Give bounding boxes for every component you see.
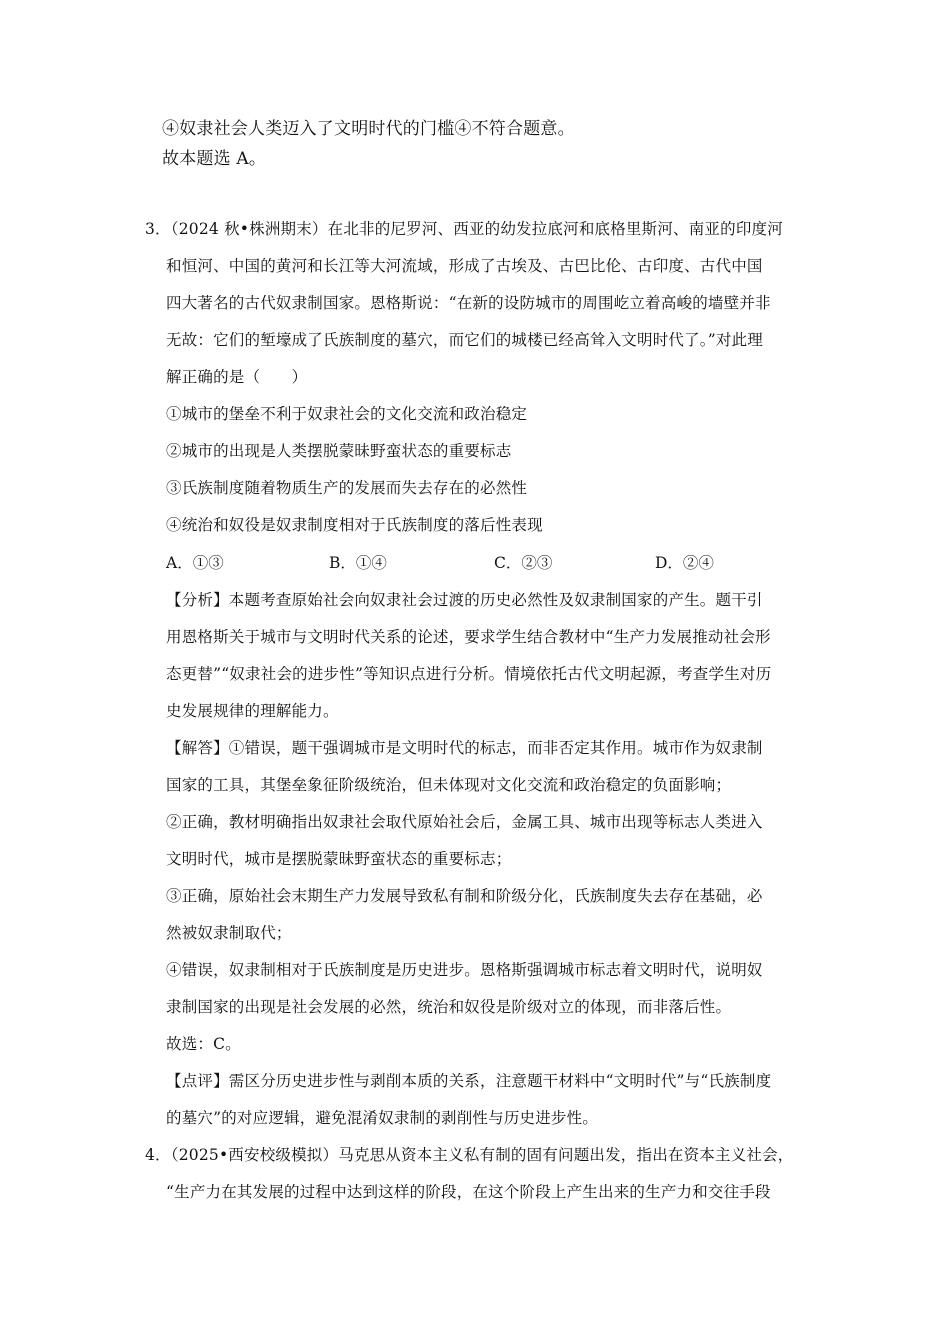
q3-answer-line: 然被奴隶制取代；: [166, 924, 292, 942]
q3-comment-line: 【点评】需区分历史进步性与剥削本质的关系，注意题干材料中“文明时代”与“氏族制度: [166, 1072, 772, 1090]
q3-stem-line: 和恒河、中国的黄河和长江等大河流域，形成了古埃及、古巴比伦、古印度、古代中国: [166, 257, 763, 275]
q3-answer-line: 国家的工具，其堡垒象征阶级统治，但未体现对文化交流和政治稳定的负面影响；: [166, 776, 732, 794]
q3-analysis-line: 态更替”“奴隶社会的进步性”等知识点进行分析。情境依托古代文明起源，考查学生对历: [166, 665, 772, 683]
q3-option-a: A．①③: [166, 554, 224, 572]
q3-analysis-line: 【分析】本题考查原始社会向奴隶社会过渡的历史必然性及奴隶制国家的产生。题干引: [166, 591, 763, 609]
q3-statement: ④统治和奴役是奴隶制度相对于氏族制度的落后性表现: [166, 516, 543, 534]
q3-answer-choice: 故选：C。: [166, 1035, 241, 1053]
q3-statement: ①城市的堡垒不利于奴隶社会的文化交流和政治稳定: [166, 405, 528, 423]
q3-comment-line: 的墓穴”的对应逻辑，避免混淆奴隶制的剥削性与历史进步性。: [166, 1109, 599, 1127]
q4-stem-line: “生产力在其发展的过程中达到这样的阶段，在这个阶段上产生出来的生产力和交往手段: [166, 1183, 771, 1201]
q3-answer-line: 【解答】①错误，题干强调城市是文明时代的标志，而非否定其作用。城市作为奴隶制: [166, 739, 763, 757]
q3-stem-line: 四大著名的古代奴隶制国家。恩格斯说：“在新的设防城市的周围屹立着高峻的墙壁并非: [166, 294, 771, 312]
q3-answer-line: 隶制国家的出现是社会发展的必然，统治和奴役是阶级对立的体现，而非落后性。: [166, 998, 732, 1016]
q3-analysis-line: 史发展规律的理解能力。: [166, 702, 339, 720]
q3-answer-line: 文明时代，城市是摆脱蒙昧野蛮状态的重要标志；: [166, 850, 512, 868]
q4-stem-line: 4．（2025•西安校级模拟）马克思从资本主义私有制的固有问题出发，指出在资本主义社会，: [145, 1146, 794, 1164]
q3-option-c: C．②③: [494, 554, 553, 572]
q3-stem-line: 3．（2024 秋•株洲期末）在北非的尼罗河、西亚的幼发拉底河和底格里斯河、南亚的印度河: [145, 220, 783, 238]
q3-answer-line: ②正确，教材明确指出奴隶社会取代原始社会后，金属工具、城市出现等标志人类进入: [166, 813, 763, 831]
answer-line-statement-4: ④奴隶社会人类迈入了文明时代的门槛④不符合题意。: [162, 119, 575, 139]
q3-statement: ③氏族制度随着物质生产的发展而失去存在的必然性: [166, 479, 528, 497]
q3-stem-line: 解正确的是（ ）: [166, 368, 308, 386]
q3-stem-line: 无故：它们的堑壕成了氏族制度的墓穴，而它们的城楼已经高耸入文明时代了。”对此理: [166, 331, 763, 349]
q3-statement: ②城市的出现是人类摆脱蒙昧野蛮状态的重要标志: [166, 442, 512, 460]
answer-conclusion: 故本题选 A。: [162, 149, 267, 169]
q3-option-b: B．①④: [329, 554, 387, 572]
q3-answer-line: ④错误，奴隶制相对于氏族制度是历史进步。恩格斯强调城市标志着文明时代，说明奴: [166, 961, 763, 979]
q3-answer-line: ③正确，原始社会末期生产力发展导致私有制和阶级分化，氏族制度失去存在基础，必: [166, 887, 763, 905]
q3-option-d: D．②④: [655, 554, 714, 572]
q3-analysis-line: 用恩格斯关于城市与文明时代关系的论述，要求学生结合教材中“生产力发展推动社会形: [166, 628, 771, 646]
